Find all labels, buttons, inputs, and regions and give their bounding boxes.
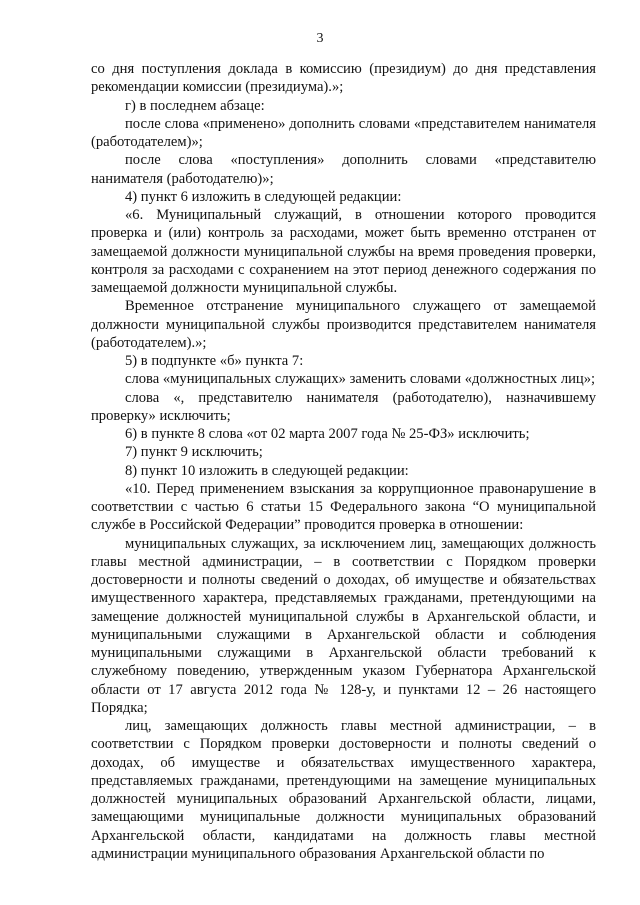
paragraph: «6. Муниципальный служащий, в отношении которого проводится проверка и (или) контроль за расходами, может быть временно отстранен от замещаемой должности муниципальной службы на время проведения проверки, контроля за расходами с сохранением на этот период денежного содержания по замещаемой должности муниципальной службы. [91,207,596,296]
paragraph: слова «муниципальных служащих» заменить словами «должностных лиц»; [125,371,596,388]
paragraph: лиц, замещающих должность главы местной администрации, – в соответствии с Порядком проверки достоверности и полноты сведений о доходах, об имуществе и обязательствах имущественного характера, представляемых гражданами, претендующими на замещение муниципальных должностей муниципальных образований Архангельской области, лицами, замещающими муниципальные должности муниципальных образований Архангельской области, кандидатами на должность главы местной администрации муниципального образования Архангельской области по [91,718,596,862]
paragraph: 7) пункт 9 исключить; [125,444,263,461]
paragraph: 5) в подпункте «б» пункта 7: [125,353,304,369]
paragraph: 8) пункт 10 изложить в следующей редакции: [125,462,409,479]
paragraph: Временное отстранение муниципального служащего от замещаемой должности муниципальной службы производится представителем нанимателя (работодателем).»; [91,298,596,351]
paragraph: со дня поступления доклада в комиссию (президиум) до дня представления рекомендации комиссии (президиума).»; [91,61,596,96]
document-body [91,60,596,863]
paragraph: г) в последнем абзаце: [125,97,265,114]
paragraph: «10. Перед применением взыскания за коррупционное правонарушение в соответствии с частью 6 статьи 15 Федерального закона “О муниципальной службе в Российской Федерации” проводится проверка в отношении: [91,480,596,534]
paragraph: после слова «поступления» дополнить словами «представителю нанимателя (работодателю)»; [91,152,596,187]
paragraph: слова «, представителю нанимателя (работодателю), назначившему проверку» исключить; [91,389,596,424]
paragraph: муниципальных служащих, за исключением лиц, замещающих должность главы местной администрации, – в соответствии с Порядком проверки достоверности и полноты сведений о доходах, об имуществе и обязательствах имущественного характера, представляемых гражданами, претендующими на замещение должностей муниципальной службы в Архангельской области, и муниципальными служащими в Архангельской области и соблюдения муниципальными служащими в Архангельской области требований к служебному поведению, утвержденным указом Губернатора Архангельской области от 17 августа 2012 года № 128-у, и пунктами 12 – 26 настоящего Порядка; [91,535,596,716]
page-number: 3 [316,31,324,46]
paragraph: 4) пункт 6 изложить в следующей редакции: [125,188,402,205]
paragraph: после слова «применено» дополнить словами «представителем нанимателя (работодателем)»; [91,115,596,150]
paragraph: 6) в пункте 8 слова «от 02 марта 2007 года № 25-ФЗ» исключить; [125,426,530,442]
